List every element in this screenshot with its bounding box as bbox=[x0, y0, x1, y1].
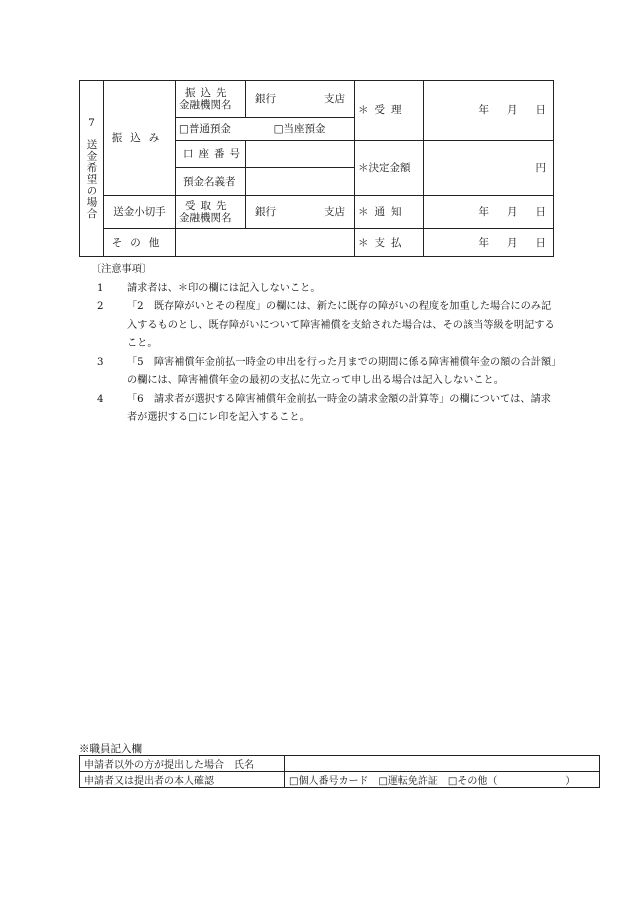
deposit-current-checkbox[interactable]: □当座預金 bbox=[273, 122, 326, 135]
furikomi-bank-field[interactable]: 銀行 支店 bbox=[246, 81, 355, 118]
notes-section bbox=[91, 261, 557, 428]
note-item: 4 「6 請求者が選択する障害補償年金前払一時金の請求金額の計算等」の欄については、請求者が選択する□にレ印を記入すること。 bbox=[97, 393, 551, 423]
notice-label: ＊通知 bbox=[355, 196, 424, 229]
deposit-ordinary-checkbox[interactable]: □普通預金 bbox=[179, 122, 231, 135]
staff-section-title: ※職員記入欄 bbox=[79, 743, 142, 755]
note-item: 3 「5 障害補償年金前払一時金の申出を行った月までの期間に係る障害補償年金の額の合計額」の欄には、障害補償年金の最初の支払に先立って申し出る場合は記入しないこと。 bbox=[97, 356, 557, 386]
section-cell bbox=[80, 81, 104, 257]
account-holder-label: 預金名義者 bbox=[176, 168, 246, 196]
furikomi-label: 振込み bbox=[104, 81, 176, 196]
check-drivers-license[interactable]: □運転免許証 bbox=[378, 776, 438, 787]
check-label: 送金小切手 bbox=[104, 196, 176, 229]
payment-date-field[interactable]: 年 月 日 bbox=[424, 229, 554, 257]
account-number-field[interactable] bbox=[246, 140, 355, 168]
notice-date-field[interactable]: 年 月 日 bbox=[424, 196, 554, 229]
furikomi-dest-label: 振込先 金融機関名 bbox=[176, 81, 246, 118]
account-holder-field[interactable] bbox=[246, 168, 355, 196]
notes-heading: 〔注意事項〕 bbox=[91, 264, 153, 275]
other-label: その他 bbox=[104, 229, 176, 257]
note-item: 2 「2 既存障がいとその程度」の欄には、新たに既存の障がいの程度を加重した場合にのみ記入するものとし、既存障がいについて障害補償を支給された場合は、その該当等級を明記すること。 bbox=[97, 301, 555, 349]
staff-row1-field[interactable] bbox=[285, 756, 600, 772]
account-number-label: 口座番号 bbox=[176, 140, 246, 168]
staff-row2-field[interactable] bbox=[285, 772, 600, 788]
remittance-table bbox=[79, 80, 554, 257]
receipt-date-field[interactable]: 年 月 日 bbox=[424, 81, 554, 141]
receipt-label: ＊受理 bbox=[355, 81, 424, 141]
section-label: 送金希望の場合 bbox=[85, 139, 98, 220]
staff-row1-label: 申請者以外の方が提出した場合 氏名 bbox=[80, 756, 285, 772]
staff-row2-label: 申請者又は提出者の本人確認 bbox=[80, 772, 285, 788]
check-bank-field[interactable]: 銀行 支店 bbox=[246, 196, 355, 229]
note-item: 1 請求者は、＊印の欄には記入しないこと。 bbox=[97, 282, 321, 294]
deposit-type-field[interactable] bbox=[176, 118, 355, 141]
check-dest-label: 受取先 金融機関名 bbox=[176, 196, 246, 229]
check-mynumber-card[interactable]: □個人番号カード bbox=[289, 776, 369, 787]
section-number: 7 bbox=[88, 117, 95, 130]
decided-amount-field[interactable]: 円 bbox=[424, 140, 554, 196]
payment-label: ＊支払 bbox=[355, 229, 424, 257]
staff-table bbox=[79, 755, 600, 788]
check-other[interactable]: □その他（ ） bbox=[447, 776, 576, 787]
other-field[interactable] bbox=[176, 229, 355, 257]
decided-amount-label: ＊決定金額 bbox=[355, 140, 424, 196]
